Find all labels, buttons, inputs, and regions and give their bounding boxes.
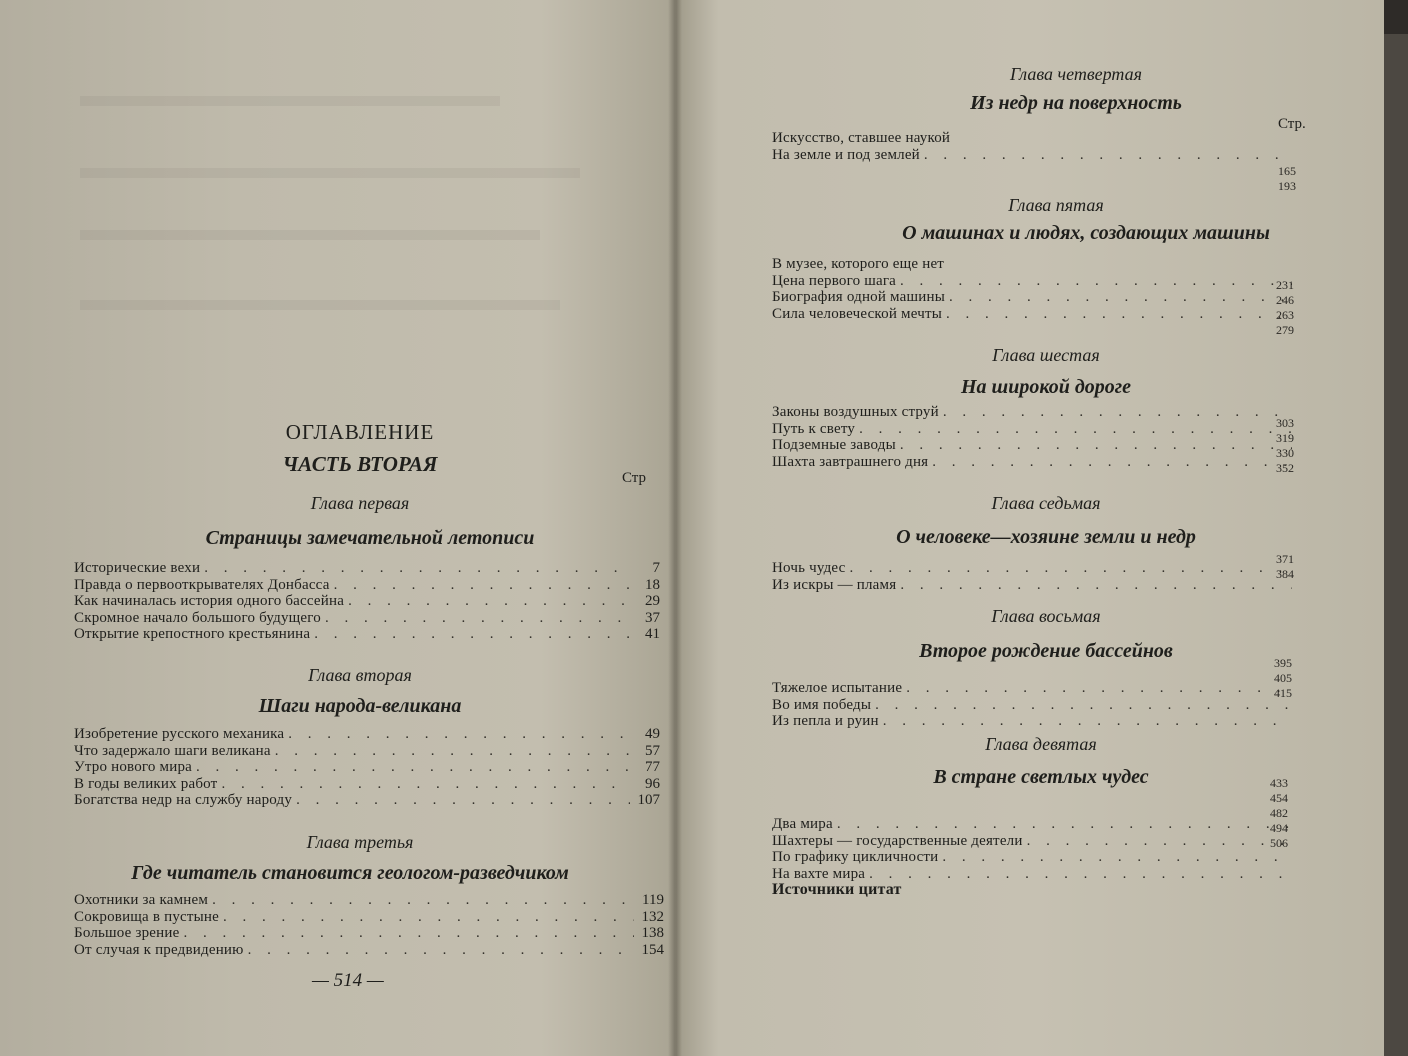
toc-entry[interactable]: Охотники за камнем . . . 119 <box>74 892 664 909</box>
toc-entry[interactable]: Биография одной машины . . . <box>772 289 1292 306</box>
bleed-through <box>80 96 500 106</box>
chapter-title: Где читатель становится геологом-разведчиком <box>131 862 569 884</box>
toc-entry[interactable]: Искусство, ставшее наукой <box>772 130 951 146</box>
toc-entry[interactable]: Цена первого шага . . . <box>772 273 1292 290</box>
page-numbers: 165 193 <box>1278 164 1296 193</box>
toc-entry[interactable]: На вахте мира . . . <box>772 866 1292 883</box>
chapter-label: Глава первая <box>310 493 410 513</box>
chapter-label: Глава вторая <box>308 665 412 685</box>
toc-entry[interactable]: Изобретение русского механика . . . 49 <box>74 726 660 743</box>
toc-entry[interactable]: Из пепла и руин . . . <box>772 713 1292 730</box>
chapter-entries <box>74 560 660 643</box>
part-title: ЧАСТЬ ВТОРАЯ <box>282 452 438 476</box>
toc-entry[interactable]: На земле и под землей . . . <box>772 147 1292 164</box>
page-number: — 514 — <box>312 970 384 991</box>
chapter-entries <box>772 560 1292 593</box>
page-column-label: Стр. <box>1278 116 1306 132</box>
page-numbers: 371 384 <box>1276 552 1294 581</box>
chapter-label: Глава восьмая <box>991 606 1101 626</box>
chapter-label: Глава третья <box>306 832 414 852</box>
chapter-title: О машинах и людях, создающих машины <box>902 222 1270 244</box>
toc-entry[interactable]: Что задержало шаги великана . . . 57 <box>74 743 660 760</box>
toc-entry[interactable]: Путь к свету . . . <box>772 421 1292 438</box>
toc-entry[interactable]: От случая к предвидению . . . 154 <box>74 942 664 959</box>
page-column-label: Стр <box>622 470 647 486</box>
toc-entry[interactable]: Из искры — пламя . . . <box>772 577 1292 594</box>
chapter-label: Глава девятая <box>985 734 1097 754</box>
toc-title: ОГЛАВЛЕНИЕ <box>285 420 435 444</box>
toc-entry[interactable]: Как начиналась история одного бассейна . . . 29 <box>74 593 660 610</box>
book-spine <box>668 0 682 1056</box>
toc-entry[interactable]: Шахтеры — государственные деятели . . . <box>772 833 1292 850</box>
toc-entry[interactable]: Богатства недр на службу народу . . . 107 <box>74 792 660 809</box>
toc-entry[interactable]: Скромное начало большого будущего . . . 37 <box>74 610 660 627</box>
page-numbers: 231 246 263 279 <box>1276 278 1294 337</box>
chapter-title: Второе рождение бассейнов <box>919 640 1173 662</box>
chapter-entries <box>772 816 1292 899</box>
chapter-title: Страницы замечательной летописи <box>205 527 535 549</box>
chapter-title: О человеке—хозяине земли и недр <box>896 526 1196 548</box>
background-edge <box>1384 0 1408 1056</box>
chapter-label: Глава седьмая <box>991 493 1101 513</box>
left-page <box>0 0 676 1056</box>
toc-entry[interactable]: Законы воздушных струй . . . <box>772 404 1292 421</box>
toc-entry[interactable]: В годы великих работ . . . 96 <box>74 776 660 793</box>
background-corner <box>1384 0 1408 34</box>
toc-entry[interactable]: Во имя победы . . . <box>772 697 1292 714</box>
page-numbers: 395 405 415 <box>1274 656 1292 700</box>
sources-entry[interactable]: Источники цитат <box>772 881 902 899</box>
chapter-title: На широкой дороге <box>960 376 1132 398</box>
toc-entry[interactable]: Исторические вехи . . . 7 <box>74 560 660 577</box>
bleed-through <box>80 300 560 310</box>
chapter-title: Из недр на поверхность <box>970 92 1182 114</box>
page-numbers: 433 454 482 494 506 <box>1270 776 1288 850</box>
toc-entry[interactable]: Тяжелое испытание . . . <box>772 680 1292 697</box>
right-page <box>676 0 1384 1056</box>
bleed-through <box>80 230 540 240</box>
chapter-label: Глава четвертая <box>1009 64 1143 84</box>
toc-entry[interactable]: Правда о первооткрывателях Донбасса . . . 18 <box>74 577 660 594</box>
page-numbers: 303 319 330 352 <box>1276 416 1294 475</box>
toc-entry[interactable]: Открытие крепостного крестьянина . . . 41 <box>74 626 660 643</box>
toc-entry[interactable]: В музее, которого еще нет <box>772 256 945 272</box>
chapter-entries <box>772 130 1292 163</box>
chapter-label: Глава пятая <box>1008 195 1104 215</box>
toc-entry[interactable]: Сокровища в пустыне . . . 132 <box>74 909 664 926</box>
toc-entry[interactable]: Утро нового мира . . . 77 <box>74 759 660 776</box>
chapter-entries <box>772 680 1292 730</box>
toc-entry[interactable]: Сила человеческой мечты . . . <box>772 306 1292 323</box>
chapter-entries <box>74 892 664 958</box>
bleed-through <box>80 168 580 178</box>
toc-entry[interactable]: Большое зрение . . . 138 <box>74 925 664 942</box>
toc-entry[interactable]: Шахта завтрашнего дня . . . <box>772 454 1292 471</box>
chapter-label: Глава шестая <box>992 345 1100 365</box>
chapter-title: Шаги народа-великана <box>258 695 462 717</box>
toc-entry[interactable]: Два мира . . . <box>772 816 1292 833</box>
chapter-entries <box>772 404 1292 470</box>
toc-entry[interactable]: Ночь чудес . . . <box>772 560 1292 577</box>
chapter-entries <box>74 726 660 809</box>
toc-entry[interactable]: Подземные заводы . . . <box>772 437 1292 454</box>
chapter-entries <box>772 256 1292 322</box>
toc-entry[interactable]: По графику цикличности . . . <box>772 849 1292 866</box>
chapter-title: В стране светлых чудес <box>933 766 1149 788</box>
